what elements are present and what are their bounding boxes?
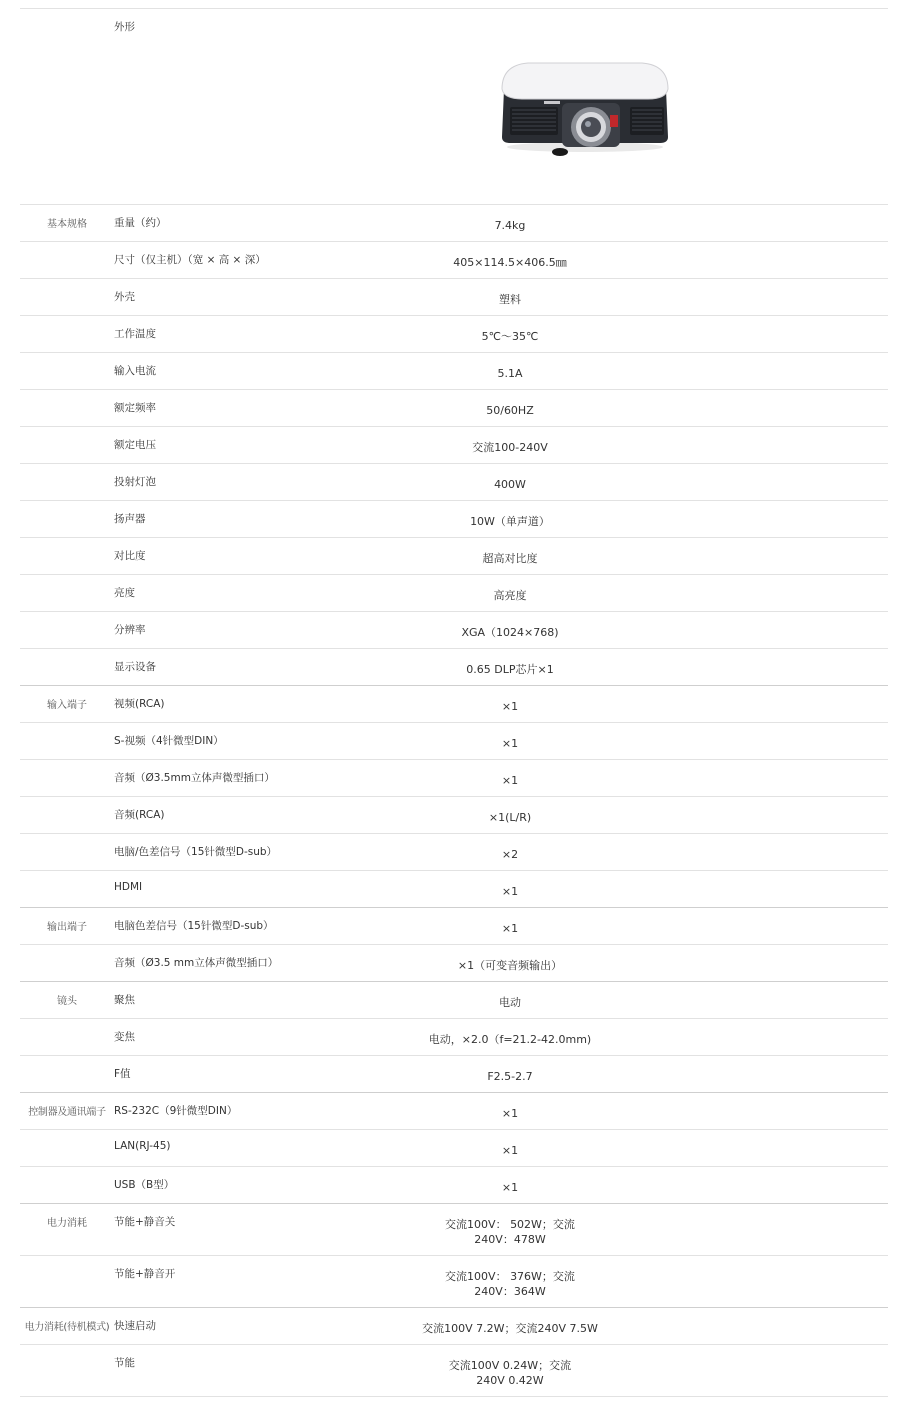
spec-label: 重量（约）: [114, 217, 167, 229]
spec-row: [20, 1256, 888, 1308]
spec-value: 交流100V： 376W；交流240V：364W: [445, 1270, 575, 1298]
spec-value: ×1: [501, 1144, 519, 1157]
spec-row: [20, 1345, 888, 1397]
spec-value: ×1（可变音频输出）: [457, 959, 563, 972]
spec-category: 镜头: [57, 996, 77, 1007]
spec-value: ×1(L/R): [488, 811, 532, 824]
spec-row: [20, 205, 888, 242]
spec-label: 音频(RCA): [114, 809, 165, 821]
spec-label: 投射灯泡: [114, 476, 156, 488]
spec-label: 额定频率: [114, 402, 156, 414]
spec-label: 节能+静音开: [114, 1268, 176, 1280]
spec-row: [20, 982, 888, 1019]
spec-row: [20, 723, 888, 760]
spec-row: [20, 316, 888, 353]
spec-label: 尺寸（仅主机）（宽 × 高 × 深）: [114, 254, 266, 266]
spec-row: [20, 1019, 888, 1056]
spec-label: 快速启动: [114, 1320, 156, 1332]
spec-value: 交流100-240V: [472, 441, 548, 454]
spec-row: [20, 1204, 888, 1256]
spec-category: 基本规格: [47, 219, 87, 230]
spec-value: ×1: [501, 737, 519, 750]
spec-label: 分辨率: [114, 624, 146, 636]
spec-value: 7.4kg: [494, 219, 526, 232]
spec-label: 额定电压: [114, 439, 156, 451]
spec-value: 10W（单声道）: [470, 515, 550, 528]
spec-label: LAN(RJ-45): [114, 1140, 171, 1152]
spec-row: [20, 908, 888, 945]
spec-row: [20, 501, 888, 538]
spec-value: ×1: [501, 922, 519, 935]
spec-value: 400W: [494, 478, 526, 491]
spec-value: 塑料: [499, 293, 521, 306]
spec-category: 电力消耗: [47, 1218, 87, 1229]
spec-label: 节能: [114, 1357, 135, 1369]
spec-label: F值: [114, 1068, 131, 1080]
spec-label: 亮度: [114, 587, 135, 599]
spec-row: [20, 1308, 888, 1345]
spec-label: 视频(RCA): [114, 698, 165, 710]
spec-value: 5℃～35℃: [481, 330, 539, 343]
spec-row: [20, 945, 888, 982]
spec-value: 交流100V 7.2W；交流240V 7.5W: [422, 1322, 598, 1335]
spec-value: ×1: [501, 1181, 519, 1194]
spec-value: 50/60HZ: [486, 404, 534, 417]
spec-value: F2.5-2.7: [487, 1070, 533, 1083]
spec-value: 交流100V： 502W；交流240V：478W: [445, 1218, 575, 1246]
spec-category: 控制器及通讯端子: [28, 1107, 106, 1118]
spec-label: USB（B型）: [114, 1179, 175, 1191]
spec-value: ×1: [501, 1107, 519, 1120]
spec-value: ×1: [501, 885, 519, 898]
spec-category: 输入端子: [47, 700, 87, 711]
spec-row: [20, 649, 888, 686]
spec-label: RS-232C（9针微型DIN）: [114, 1105, 238, 1117]
spec-value: XGA（1024×768): [461, 626, 559, 639]
spec-value: 电动，×2.0（f=21.2-42.0mm): [428, 1033, 592, 1046]
spec-row: [20, 242, 888, 279]
spec-row: [20, 427, 888, 464]
spec-row: [20, 686, 888, 723]
appearance-row: [20, 9, 888, 205]
spec-row: [20, 353, 888, 390]
spec-label: 节能+静音关: [114, 1216, 176, 1228]
spec-row: [20, 279, 888, 316]
spec-row: [20, 760, 888, 797]
spec-label: 外壳: [114, 291, 135, 303]
spec-row: [20, 1130, 888, 1167]
spec-category: 电力消耗(待机模式): [24, 1322, 110, 1333]
spec-table: [20, 8, 888, 1397]
spec-row: [20, 797, 888, 834]
spec-label: 音频（Ø3.5 mm立体声微型插口）: [114, 957, 279, 969]
spec-value: ×1: [501, 700, 519, 713]
spec-value: 0.65 DLP芯片×1: [466, 663, 554, 676]
spec-label: 电脑/色差信号（15针微型D-sub）: [114, 846, 278, 858]
spec-label: HDMI: [114, 881, 143, 893]
spec-label: 工作温度: [114, 328, 156, 340]
spec-value: 交流100V 0.24W；交流240V 0.42W: [448, 1359, 572, 1387]
spec-row: [20, 1056, 888, 1093]
spec-label: 扬声器: [114, 513, 146, 525]
spec-label: 显示设备: [114, 661, 156, 673]
spec-value: ×2: [501, 848, 519, 861]
spec-value: 5.1A: [497, 367, 523, 380]
spec-category: 输出端子: [47, 922, 87, 933]
spec-row: [20, 538, 888, 575]
spec-label: 电脑色差信号（15针微型D-sub）: [114, 920, 274, 932]
spec-value: 电动: [499, 996, 521, 1009]
spec-label: 聚焦: [114, 994, 135, 1006]
spec-value: 高亮度: [493, 589, 527, 602]
appearance-label: 外形: [114, 21, 135, 33]
projector-image: [498, 59, 672, 159]
spec-row: [20, 834, 888, 871]
spec-row: [20, 390, 888, 427]
spec-value: 405×114.5×406.5㎜: [453, 256, 567, 269]
spec-value: 超高对比度: [482, 552, 538, 565]
spec-label: 音频（Ø3.5mm立体声微型插口）: [114, 772, 275, 784]
spec-row: [20, 1093, 888, 1130]
spec-label: S-视频（4针微型DIN）: [114, 735, 224, 747]
spec-value: ×1: [501, 774, 519, 787]
spec-label: 输入电流: [114, 365, 156, 377]
spec-row: [20, 464, 888, 501]
spec-row: [20, 871, 888, 908]
spec-row: [20, 612, 888, 649]
spec-label: 变焦: [114, 1031, 135, 1043]
spec-row: [20, 1167, 888, 1204]
spec-label: 对比度: [114, 550, 146, 562]
spec-row: [20, 575, 888, 612]
